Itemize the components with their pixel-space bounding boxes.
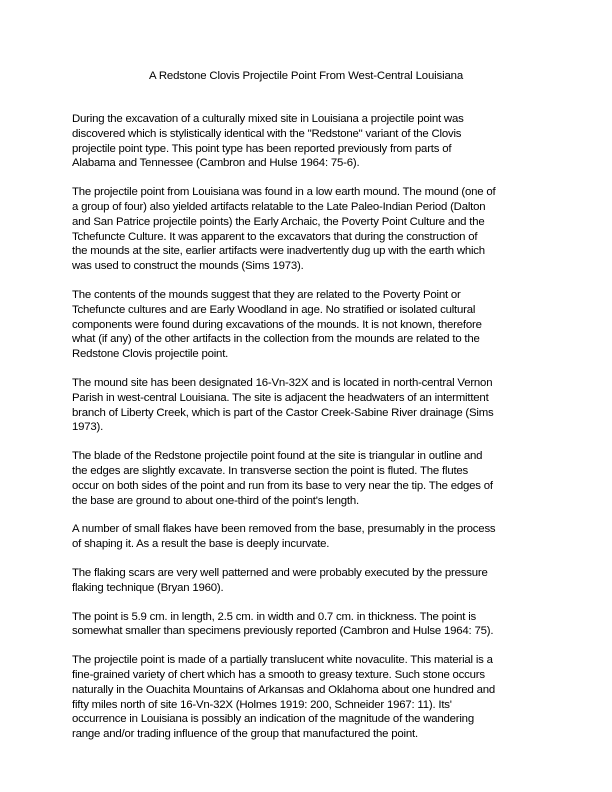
paragraph-line: A number of small flakes have been removed from the base, presumably in the process [72,523,496,536]
paragraph-line: fifty miles north of site 16-Vn-32X (Holmes 1919: 200, Schneider 1967: 11). Its' [72,698,452,711]
paragraph-line: of shaping it. As a result the base is deeply incurvate. [72,538,330,551]
paragraph [72,112,542,171]
paragraph-line: the base are ground to about one-third of the point's length. [72,494,359,507]
paragraph-line: occur on both sides of the point and run from its base to very near the tip. The edges of [72,479,493,492]
paragraph-line: fine-grained variety of chert which has a smooth to greasy texture. Such stone occurs [72,668,485,681]
paragraph [72,566,542,596]
paragraph [72,610,542,640]
paragraph-line: the mounds at the site, earlier artifacts were inadvertently dug up with the earth which [72,245,485,258]
paragraph-line: naturally in the Ouachita Mountains of Arkansas and Oklahoma about one hundred and [72,683,496,696]
paragraph-line: The point is 5.9 cm. in length, 2.5 cm. in width and 0.7 cm. in thickness. The point is [72,610,477,623]
paragraph-line: Alabama and Tennessee (Cambron and Hulse 1964: 75-6). [72,157,360,170]
paragraph-line: occurrence in Louisiana is possibly an indication of the magnitude of the wandering [72,713,474,726]
paragraph-line: flaking technique (Bryan 1960). [72,581,224,594]
paragraph-line: The mound site has been designated 16-Vn-32X and is located in north-central Vernon [72,376,493,389]
paragraph-line: projectile point type. This point type has been reported previously from parts of [72,142,452,155]
paragraph-line: the edges are slightly excavate. In transverse section the point is fluted. The flutes [72,464,469,477]
paragraph-line: components were found during excavations of the mounds. It is not known, therefore [72,318,482,331]
paragraph-line: discovered which is stylistically identical with the "Redstone" variant of the Clovis [72,127,462,140]
paragraph [72,376,542,435]
paragraph-line: The projectile point is made of a partially translucent white novaculite. This material is a [72,654,493,667]
paragraph-line: Tchefuncte cultures and are Early Woodland in age. No stratified or isolated cultural [72,303,476,316]
paragraph-line: range and/or trading influence of the group that manufactured the point. [72,728,418,741]
paragraph-line: what (if any) of the other artifacts in the collection from the mounds are related to the [72,333,480,346]
paragraph-line: was used to construct the mounds (Sims 1973). [72,260,304,273]
paragraph-line: Parish in west-central Louisiana. The site is adjacent the headwaters of an intermittent [72,391,489,404]
paragraph-line: The blade of the Redstone projectile point found at the site is triangular in outline and [72,450,483,463]
paragraph-line: a group of four) also yielded artifacts relatable to the Late Paleo-Indian Period (Dalton [72,200,486,213]
paragraph-line: The projectile point from Louisiana was found in a low earth mound. The mound (one of [72,186,496,199]
paragraph-line: branch of Liberty Creek, which is part of the Castor Creek-Sabine River drainage (Sims [72,406,494,419]
paragraph [72,522,542,552]
paragraph-line: Redstone Clovis projectile point. [72,348,229,361]
paragraph-line: Tchefuncte Culture. It was apparent to the excavators that during the construction of [72,230,478,243]
paragraph [72,288,542,362]
paragraph-line: The flaking scars are very well patterned and were probably executed by the pressure [72,566,488,579]
paragraph-line: 1973). [72,421,104,434]
paragraph-line: and San Patrice projectile points) the Early Archaic, the Poverty Point Culture and the [72,215,485,228]
paragraph [72,185,542,274]
paragraph-line: somewhat smaller than specimens previously reported (Cambron and Hulse 1964: 75). [72,625,494,638]
paragraph-line: The contents of the mounds suggest that they are related to the Poverty Point or [72,288,461,301]
paragraph [72,449,542,508]
paragraph-line: During the excavation of a culturally mixed site in Louisiana a projectile point was [72,113,464,125]
document-body [72,112,542,756]
page-title: A Redstone Clovis Projectile Point From West-Central Louisiana [149,70,463,82]
paragraph [72,653,542,742]
